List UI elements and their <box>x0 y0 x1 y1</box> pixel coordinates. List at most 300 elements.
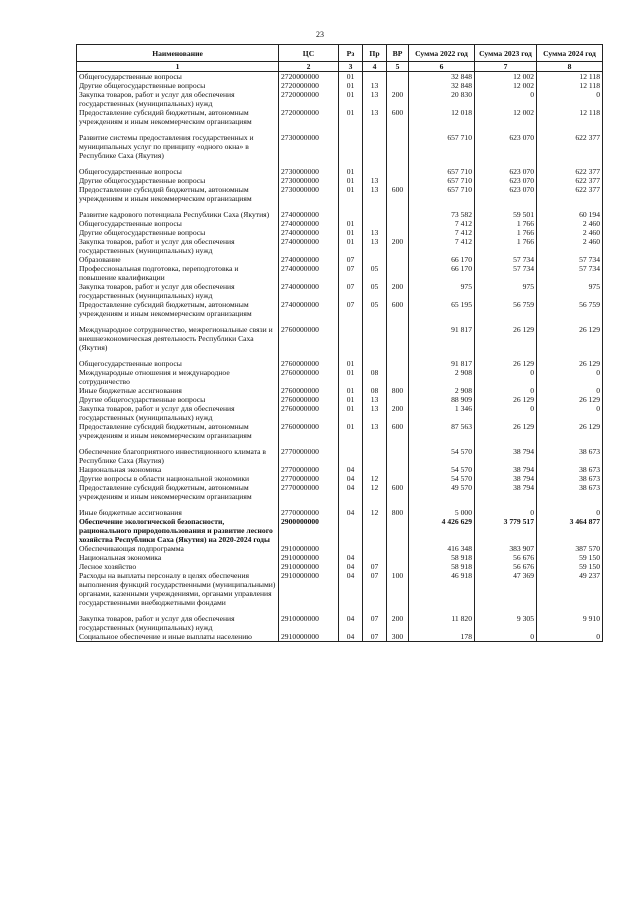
row-cs: 2760000000 <box>279 359 339 368</box>
header-vr: ВР <box>387 45 409 62</box>
header-number: 6 <box>409 62 475 72</box>
row-cs: 2730000000 <box>279 133 339 160</box>
row-sum-2024: 0 <box>537 90 603 108</box>
row-name: Обеспечивающая подпрограмма <box>77 544 279 553</box>
row-sum-2022: 65 195 <box>409 300 475 318</box>
row-name: Развитие системы предоставления государственных и муниципальных услуг по принципу «одного окна» в Республике Саха (Якутия) <box>77 133 279 160</box>
header-number: 4 <box>363 62 387 72</box>
row-vr <box>387 544 409 553</box>
spacer-cell <box>537 501 603 508</box>
row-rz: 01 <box>339 228 363 237</box>
table-row <box>77 447 603 465</box>
row-spacer <box>77 607 603 614</box>
spacer-cell <box>537 126 603 133</box>
spacer-cell <box>537 203 603 210</box>
row-pr <box>363 447 387 465</box>
header-number: 8 <box>537 62 603 72</box>
spacer-cell <box>387 160 409 167</box>
row-pr: 05 <box>363 300 387 318</box>
header-number: 2 <box>279 62 339 72</box>
row-spacer <box>77 318 603 325</box>
row-pr: 13 <box>363 228 387 237</box>
row-sum-2023: 623 070 <box>475 133 537 160</box>
row-sum-2024: 622 377 <box>537 176 603 185</box>
row-cs: 2760000000 <box>279 395 339 404</box>
row-pr <box>363 517 387 544</box>
spacer-cell <box>77 352 279 359</box>
row-sum-2024: 2 460 <box>537 228 603 237</box>
row-name: Иные бюджетные ассигнования <box>77 508 279 517</box>
spacer-cell <box>363 203 387 210</box>
row-sum-2024: 622 377 <box>537 133 603 160</box>
spacer-cell <box>387 501 409 508</box>
header-number: 5 <box>387 62 409 72</box>
row-cs: 2740000000 <box>279 300 339 318</box>
row-sum-2023: 0 <box>475 368 537 386</box>
row-spacer <box>77 203 603 210</box>
row-pr: 12 <box>363 483 387 501</box>
row-sum-2024: 0 <box>537 368 603 386</box>
row-sum-2023: 0 <box>475 632 537 642</box>
spacer-cell <box>339 203 363 210</box>
table-row <box>77 422 603 440</box>
spacer-cell <box>339 501 363 508</box>
table-row <box>77 614 603 632</box>
row-cs: 2770000000 <box>279 447 339 465</box>
spacer-cell <box>409 318 475 325</box>
row-spacer <box>77 501 603 508</box>
row-sum-2023: 12 002 <box>475 72 537 82</box>
spacer-cell <box>77 318 279 325</box>
row-vr: 800 <box>387 386 409 395</box>
row-sum-2024: 57 734 <box>537 264 603 282</box>
row-sum-2023: 56 676 <box>475 562 537 571</box>
row-pr <box>363 133 387 160</box>
spacer-cell <box>77 440 279 447</box>
row-vr: 200 <box>387 237 409 255</box>
row-name: Общегосударственные вопросы <box>77 167 279 176</box>
row-sum-2024: 0 <box>537 404 603 422</box>
row-rz: 07 <box>339 300 363 318</box>
spacer-cell <box>339 318 363 325</box>
row-sum-2022: 49 570 <box>409 483 475 501</box>
spacer-cell <box>279 501 339 508</box>
row-sum-2024: 12 118 <box>537 81 603 90</box>
row-name: Другие общегосударственные вопросы <box>77 81 279 90</box>
spacer-cell <box>363 126 387 133</box>
table-row <box>77 483 603 501</box>
row-vr <box>387 465 409 474</box>
row-name: Международные отношения и международное сотрудничество <box>77 368 279 386</box>
table-row <box>77 264 603 282</box>
spacer-cell <box>387 318 409 325</box>
row-sum-2024: 59 150 <box>537 562 603 571</box>
row-sum-2022: 88 909 <box>409 395 475 404</box>
row-sum-2022: 657 710 <box>409 185 475 203</box>
row-sum-2023: 38 794 <box>475 483 537 501</box>
table-header <box>77 45 603 72</box>
table-row <box>77 386 603 395</box>
row-sum-2023: 59 501 <box>475 210 537 219</box>
spacer-cell <box>387 126 409 133</box>
row-sum-2022: 657 710 <box>409 133 475 160</box>
row-spacer <box>77 440 603 447</box>
row-cs: 2720000000 <box>279 108 339 126</box>
row-rz: 01 <box>339 386 363 395</box>
row-sum-2024: 57 734 <box>537 255 603 264</box>
row-rz <box>339 447 363 465</box>
table-row <box>77 81 603 90</box>
header-number: 3 <box>339 62 363 72</box>
spacer-cell <box>387 607 409 614</box>
spacer-cell <box>279 203 339 210</box>
row-cs: 2720000000 <box>279 72 339 82</box>
row-sum-2022: 20 830 <box>409 90 475 108</box>
row-rz: 04 <box>339 465 363 474</box>
row-cs: 2740000000 <box>279 237 339 255</box>
row-sum-2024: 26 129 <box>537 359 603 368</box>
row-pr: 13 <box>363 395 387 404</box>
row-pr: 05 <box>363 282 387 300</box>
row-sum-2022: 11 820 <box>409 614 475 632</box>
spacer-cell <box>537 318 603 325</box>
table-row <box>77 282 603 300</box>
row-vr: 200 <box>387 282 409 300</box>
row-sum-2023: 3 779 517 <box>475 517 537 544</box>
row-sum-2024: 12 118 <box>537 72 603 82</box>
row-name: Общегосударственные вопросы <box>77 72 279 82</box>
row-name: Другие вопросы в области национальной экономики <box>77 474 279 483</box>
row-cs: 2910000000 <box>279 553 339 562</box>
row-pr <box>363 553 387 562</box>
row-pr <box>363 465 387 474</box>
spacer-cell <box>475 440 537 447</box>
spacer-cell <box>77 203 279 210</box>
row-cs: 2730000000 <box>279 167 339 176</box>
row-sum-2024: 60 194 <box>537 210 603 219</box>
row-vr <box>387 210 409 219</box>
row-vr: 200 <box>387 404 409 422</box>
row-cs: 2740000000 <box>279 228 339 237</box>
row-name: Обеспечение экологической безопасности, рационального природопользования и развитие лесного хозяйства Республики Саха (Якутия) на 2020-2024 годы <box>77 517 279 544</box>
row-vr <box>387 228 409 237</box>
table-row <box>77 325 603 352</box>
spacer-cell <box>409 126 475 133</box>
row-cs: 2910000000 <box>279 614 339 632</box>
table-row <box>77 632 603 642</box>
row-name: Национальная экономика <box>77 465 279 474</box>
row-cs: 2770000000 <box>279 465 339 474</box>
spacer-cell <box>77 501 279 508</box>
table-row <box>77 300 603 318</box>
spacer-cell <box>387 203 409 210</box>
row-name: Другие общегосударственные вопросы <box>77 395 279 404</box>
row-pr: 13 <box>363 185 387 203</box>
row-sum-2024: 12 118 <box>537 108 603 126</box>
row-rz: 01 <box>339 359 363 368</box>
table-row <box>77 395 603 404</box>
spacer-cell <box>279 160 339 167</box>
row-sum-2024: 2 460 <box>537 237 603 255</box>
row-pr: 13 <box>363 237 387 255</box>
row-rz: 01 <box>339 219 363 228</box>
row-pr <box>363 255 387 264</box>
row-sum-2024: 3 464 877 <box>537 517 603 544</box>
row-spacer <box>77 126 603 133</box>
row-pr: 07 <box>363 632 387 642</box>
row-pr <box>363 325 387 352</box>
row-sum-2022: 46 918 <box>409 571 475 607</box>
row-rz: 01 <box>339 404 363 422</box>
row-cs: 2730000000 <box>279 185 339 203</box>
table-row <box>77 176 603 185</box>
row-pr: 13 <box>363 90 387 108</box>
row-rz: 04 <box>339 614 363 632</box>
row-sum-2022: 7 412 <box>409 228 475 237</box>
row-name: Другие общегосударственные вопросы <box>77 228 279 237</box>
spacer-cell <box>387 440 409 447</box>
row-rz: 01 <box>339 237 363 255</box>
header-rz: Рз <box>339 45 363 62</box>
row-cs: 2730000000 <box>279 176 339 185</box>
row-sum-2024: 59 150 <box>537 553 603 562</box>
spacer-cell <box>409 440 475 447</box>
table-row <box>77 228 603 237</box>
row-pr: 05 <box>363 264 387 282</box>
row-name: Иные бюджетные ассигнования <box>77 386 279 395</box>
row-vr <box>387 133 409 160</box>
table-row <box>77 544 603 553</box>
row-rz: 01 <box>339 72 363 82</box>
row-sum-2022: 2 908 <box>409 368 475 386</box>
spacer-cell <box>363 440 387 447</box>
row-sum-2024: 26 129 <box>537 422 603 440</box>
spacer-cell <box>475 126 537 133</box>
row-sum-2022: 32 848 <box>409 81 475 90</box>
row-rz: 04 <box>339 553 363 562</box>
row-cs: 2910000000 <box>279 544 339 553</box>
row-rz <box>339 544 363 553</box>
row-cs: 2770000000 <box>279 508 339 517</box>
row-vr: 100 <box>387 571 409 607</box>
row-vr <box>387 395 409 404</box>
row-sum-2022: 7 412 <box>409 237 475 255</box>
header-number: 1 <box>77 62 279 72</box>
row-name: Закупка товаров, работ и услуг для обеспечения государственных (муниципальных) нужд <box>77 237 279 255</box>
row-sum-2022: 91 817 <box>409 359 475 368</box>
row-sum-2023: 623 070 <box>475 167 537 176</box>
spacer-cell <box>279 352 339 359</box>
spacer-cell <box>475 352 537 359</box>
row-rz: 01 <box>339 422 363 440</box>
table-row <box>77 404 603 422</box>
row-sum-2023: 1 766 <box>475 228 537 237</box>
spacer-cell <box>279 440 339 447</box>
row-rz: 01 <box>339 81 363 90</box>
row-name: Другие общегосударственные вопросы <box>77 176 279 185</box>
table-row <box>77 465 603 474</box>
row-rz: 07 <box>339 264 363 282</box>
table-row <box>77 237 603 255</box>
row-sum-2023: 1 766 <box>475 237 537 255</box>
spacer-cell <box>387 352 409 359</box>
row-sum-2023: 623 070 <box>475 176 537 185</box>
row-rz: 04 <box>339 508 363 517</box>
table-row <box>77 210 603 219</box>
row-cs: 2910000000 <box>279 632 339 642</box>
row-cs: 2910000000 <box>279 571 339 607</box>
row-cs: 2720000000 <box>279 81 339 90</box>
row-sum-2022: 54 570 <box>409 447 475 465</box>
row-pr: 12 <box>363 474 387 483</box>
row-vr: 200 <box>387 90 409 108</box>
page-number: 23 <box>316 30 324 39</box>
table-row <box>77 508 603 517</box>
row-sum-2023: 26 129 <box>475 359 537 368</box>
row-name: Профессиональная подготовка, переподготовка и повышение квалификации <box>77 264 279 282</box>
row-sum-2024: 38 673 <box>537 483 603 501</box>
row-cs: 2910000000 <box>279 562 339 571</box>
row-sum-2023: 12 002 <box>475 81 537 90</box>
row-sum-2023: 56 676 <box>475 553 537 562</box>
spacer-cell <box>363 501 387 508</box>
row-rz: 01 <box>339 176 363 185</box>
row-pr <box>363 219 387 228</box>
row-sum-2024: 622 377 <box>537 167 603 176</box>
table-row <box>77 72 603 82</box>
row-sum-2023: 57 734 <box>475 255 537 264</box>
row-rz: 01 <box>339 167 363 176</box>
row-vr <box>387 359 409 368</box>
header-sum-2022: Сумма 2022 год <box>409 45 475 62</box>
row-name: Образование <box>77 255 279 264</box>
row-sum-2022: 66 170 <box>409 255 475 264</box>
spacer-cell <box>339 607 363 614</box>
row-cs: 2900000000 <box>279 517 339 544</box>
spacer-cell <box>363 607 387 614</box>
row-name: Социальное обеспечение и иные выплаты населению <box>77 632 279 642</box>
row-cs: 2740000000 <box>279 219 339 228</box>
table-row <box>77 553 603 562</box>
row-vr <box>387 81 409 90</box>
row-sum-2023: 26 129 <box>475 325 537 352</box>
row-cs: 2740000000 <box>279 282 339 300</box>
row-vr <box>387 167 409 176</box>
spacer-cell <box>279 126 339 133</box>
row-sum-2023: 0 <box>475 386 537 395</box>
table-row <box>77 219 603 228</box>
row-name: Расходы на выплаты персоналу в целях обеспечения выполнения функций государственными (муниципальными) органами, казенными учреждениями, органами управления государственными внебюджетными фондами <box>77 571 279 607</box>
spacer-cell <box>409 607 475 614</box>
spacer-cell <box>475 501 537 508</box>
row-cs: 2720000000 <box>279 90 339 108</box>
row-vr: 600 <box>387 185 409 203</box>
row-vr <box>387 325 409 352</box>
row-sum-2023: 38 794 <box>475 465 537 474</box>
row-name: Предоставление субсидий бюджетным, автономным учреждениям и иным некоммерческим организациям <box>77 108 279 126</box>
spacer-cell <box>339 160 363 167</box>
row-vr: 800 <box>387 508 409 517</box>
row-rz: 01 <box>339 368 363 386</box>
row-vr: 200 <box>387 614 409 632</box>
row-sum-2023: 38 794 <box>475 447 537 465</box>
table-row <box>77 571 603 607</box>
row-cs: 2740000000 <box>279 264 339 282</box>
row-sum-2023: 0 <box>475 404 537 422</box>
row-cs: 2760000000 <box>279 422 339 440</box>
row-vr <box>387 562 409 571</box>
row-vr <box>387 255 409 264</box>
row-pr: 08 <box>363 386 387 395</box>
row-cs: 2760000000 <box>279 404 339 422</box>
row-sum-2023: 0 <box>475 508 537 517</box>
row-sum-2023: 12 002 <box>475 108 537 126</box>
row-spacer <box>77 352 603 359</box>
row-pr <box>363 210 387 219</box>
row-sum-2023: 47 369 <box>475 571 537 607</box>
header-name: Наименование <box>77 45 279 62</box>
row-sum-2024: 387 570 <box>537 544 603 553</box>
header-cs: ЦС <box>279 45 339 62</box>
row-cs: 2740000000 <box>279 255 339 264</box>
spacer-cell <box>475 318 537 325</box>
row-sum-2022: 54 570 <box>409 474 475 483</box>
row-sum-2024: 0 <box>537 386 603 395</box>
row-name: Предоставление субсидий бюджетным, автономным учреждениям и иным некоммерческим организациям <box>77 300 279 318</box>
row-sum-2022: 4 426 629 <box>409 517 475 544</box>
row-pr <box>363 167 387 176</box>
row-vr <box>387 474 409 483</box>
row-name: Предоставление субсидий бюджетным, автономным учреждениям и иным некоммерческим организациям <box>77 185 279 203</box>
row-name: Национальная экономика <box>77 553 279 562</box>
row-name: Обеспечение благоприятного инвестиционного климата в Республике Саха (Якутия) <box>77 447 279 465</box>
row-sum-2022: 416 348 <box>409 544 475 553</box>
spacer-cell <box>537 440 603 447</box>
row-sum-2024: 38 673 <box>537 474 603 483</box>
row-vr <box>387 553 409 562</box>
row-sum-2022: 73 582 <box>409 210 475 219</box>
row-vr: 600 <box>387 483 409 501</box>
spacer-cell <box>537 160 603 167</box>
row-rz: 01 <box>339 395 363 404</box>
row-rz: 04 <box>339 483 363 501</box>
row-rz: 01 <box>339 108 363 126</box>
row-sum-2024: 2 460 <box>537 219 603 228</box>
row-rz: 07 <box>339 282 363 300</box>
row-name: Развитие кадрового потенциала Республики Саха (Якутия) <box>77 210 279 219</box>
spacer-cell <box>475 607 537 614</box>
row-name: Закупка товаров, работ и услуг для обеспечения государственных (муниципальных) нужд <box>77 404 279 422</box>
spacer-cell <box>409 352 475 359</box>
row-cs: 2770000000 <box>279 483 339 501</box>
spacer-cell <box>409 203 475 210</box>
row-sum-2022: 1 346 <box>409 404 475 422</box>
row-name: Международное сотрудничество, межрегиональные связи и внешнеэкономическая деятельность Республики Саха (Якутия) <box>77 325 279 352</box>
row-vr: 600 <box>387 422 409 440</box>
row-sum-2023: 623 070 <box>475 185 537 203</box>
row-vr <box>387 176 409 185</box>
row-cs: 2770000000 <box>279 474 339 483</box>
row-sum-2023: 57 734 <box>475 264 537 282</box>
row-sum-2023: 38 794 <box>475 474 537 483</box>
row-sum-2022: 58 918 <box>409 562 475 571</box>
spacer-cell <box>409 501 475 508</box>
row-sum-2022: 66 170 <box>409 264 475 282</box>
budget-table <box>76 44 603 642</box>
row-sum-2022: 2 908 <box>409 386 475 395</box>
spacer-cell <box>77 160 279 167</box>
row-rz: 01 <box>339 185 363 203</box>
